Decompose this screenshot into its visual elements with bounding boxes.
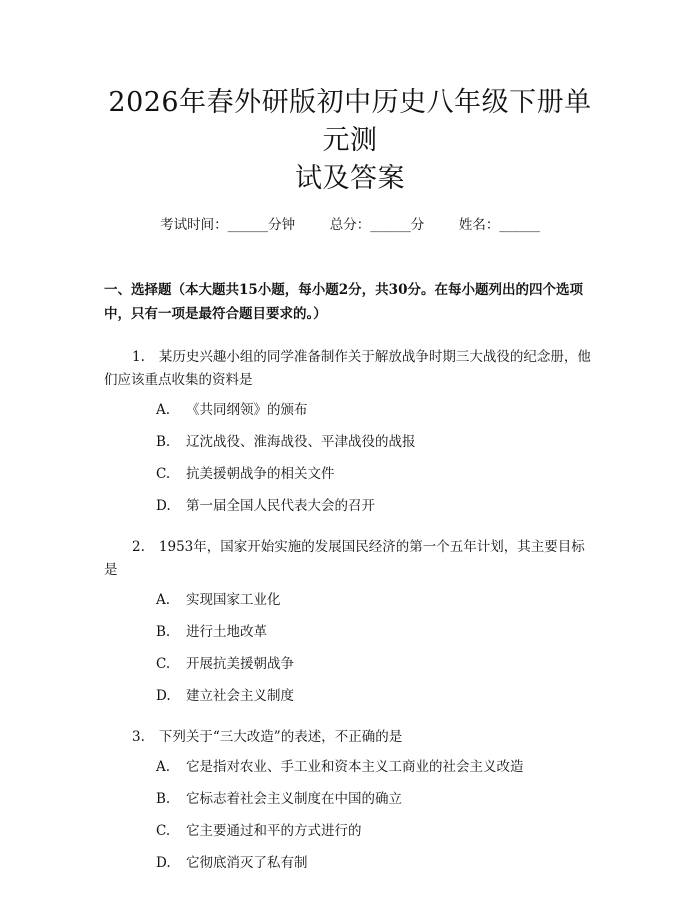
question-2	[104, 536, 596, 706]
option-letter: C.	[156, 466, 171, 482]
option-b	[156, 432, 596, 452]
option-text: 第一届全国人民代表大会的召开	[186, 498, 375, 514]
option-b	[156, 622, 596, 642]
option-letter: A.	[156, 759, 171, 775]
option-text: 辽沈战役、淮海战役、平津战役的战报	[186, 434, 416, 450]
option-c	[156, 821, 596, 841]
time-label: 考试时间：	[160, 217, 228, 233]
question-stem	[104, 536, 596, 582]
option-text: 它主要通过和平的方式进行的	[186, 823, 362, 839]
option-c	[156, 464, 596, 484]
option-d	[156, 496, 596, 516]
time-unit: 分钟	[268, 217, 296, 233]
option-list	[104, 400, 596, 516]
option-letter: D.	[156, 688, 171, 704]
page-title	[104, 84, 596, 198]
option-letter: B.	[156, 624, 171, 640]
option-text: 抗美援朝战争的相关文件	[186, 466, 335, 482]
option-a	[156, 590, 596, 610]
question-number: 2.	[132, 539, 145, 555]
question-stem	[104, 726, 596, 749]
option-text: 它是指对农业、手工业和资本主义工商业的社会主义改造	[186, 759, 524, 775]
option-list	[104, 590, 596, 706]
time-blank: ______	[227, 217, 269, 233]
option-letter: A.	[156, 402, 171, 418]
option-text: 开展抗美援朝战争	[186, 656, 294, 672]
question-text: 下列关于“三大改造”的表述，不正确的是	[158, 729, 403, 745]
question-number: 3.	[132, 729, 145, 745]
option-letter: B.	[156, 791, 171, 807]
option-text: 实现国家工业化	[186, 592, 281, 608]
title-line-2: 试及答案	[295, 163, 405, 194]
question-3	[104, 726, 596, 873]
score-unit: 分	[410, 217, 425, 233]
option-text: 进行土地改革	[186, 624, 267, 640]
question-1	[104, 346, 596, 516]
option-d	[156, 686, 596, 706]
option-a	[156, 400, 596, 420]
score-label: 总分：	[329, 217, 371, 233]
option-d	[156, 853, 596, 873]
option-text: 它彻底消灭了私有制	[186, 855, 308, 871]
option-letter: D.	[156, 855, 171, 871]
section-heading: 一、选择题（本大题共15小题，每小题2分，共30分。在每小题列出的四个选项中，只有一项是最符合题目要求的。）	[104, 282, 583, 322]
option-letter: C.	[156, 823, 171, 839]
option-letter: C.	[156, 656, 171, 672]
option-b	[156, 789, 596, 809]
option-text: 建立社会主义制度	[186, 688, 294, 704]
option-text: 它标志着社会主义制度在中国的确立	[186, 791, 402, 807]
question-stem	[104, 346, 596, 392]
option-list	[104, 757, 596, 873]
option-letter: A.	[156, 592, 171, 608]
name-blank: ______	[499, 217, 540, 233]
name-label: 姓名：	[458, 217, 500, 233]
option-letter: D.	[156, 498, 171, 514]
score-blank: ______	[370, 217, 411, 233]
option-text: 《共同纲领》的颁布	[186, 402, 308, 418]
question-text: 1953年，国家开始实施的发展国民经济的第一个五年计划，其主要目标是	[104, 539, 585, 578]
exam-meta	[104, 214, 596, 236]
question-text: 某历史兴趣小组的同学准备制作关于解放战争时期三大战役的纪念册，他们应该重点收集的资料是	[104, 349, 591, 388]
question-number: 1.	[132, 349, 145, 365]
option-c	[156, 654, 596, 674]
option-letter: B.	[156, 434, 171, 450]
title-line-1: 2026年春外研版初中历史八年级下册单元测	[108, 87, 592, 156]
option-a	[156, 757, 596, 777]
